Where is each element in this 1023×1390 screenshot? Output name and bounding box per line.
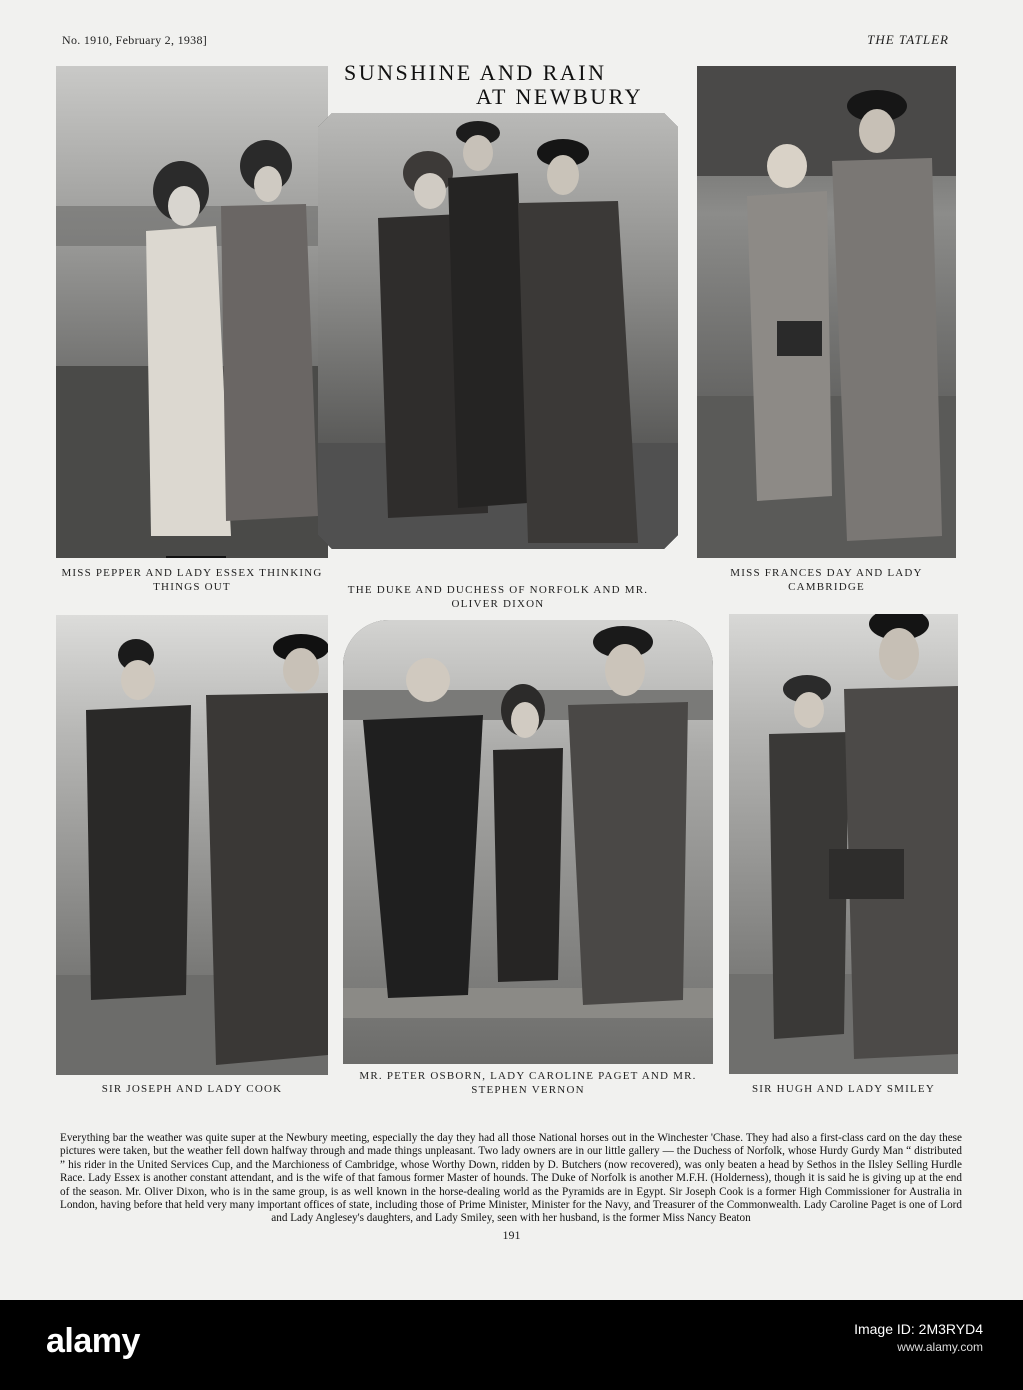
article-body-text: Everything bar the weather was quite super at the Newbury meeting, especially the day they had all those National horses out in the Winchester 'Chase. They had also a first-class card on the day these pictures were taken, but the weather fell down halfway through and made things unpleasant. Two lady owners are in our little gallery — the Duchess of Norfolk, whose Hurdy Gurdy Man “ distributed ” his rider in the United Services Cup, and the Marchioness of Cambridge, whose Worthy Down, ridden by D. Butchers (now recovered), was only beaten a head by Sethos in the Ilsley Selling Hurdle Race. Lady Essex is another constant attendant, and is the wife of that famous former Master of hounds. The Duke of Norfolk is another M.F.H. (Holderness), though it is said he is giving up at the end of the season. Mr. Oliver Dixon, who is in the same group, is as well known in the horse-dealing world as the Pyramids are in Egypt. Sir Joseph Cook is a former High Commissioner for Australia in London, having before that held very many important offices of state, including those of Prime Minister, Minister for the Navy, and Treasurer of the Commonwealth. Lady Caroline Paget is one of Lord and Lady Anglesey's daughters, and Lady Smiley, seen with her husband, is the former Miss Nancy Beaton: [60, 1132, 962, 1225]
site-url: www.alamy.com: [897, 1340, 983, 1354]
photo-osborn-paget-vernon: [343, 620, 713, 1064]
stock-watermark-bar: [0, 1300, 1023, 1390]
photo-pepper-essex: [56, 66, 328, 558]
alamy-logo: alamy: [46, 1322, 140, 1360]
photo-caption: MISS FRANCES DAY AND LADY CAMBRIDGE: [730, 567, 923, 593]
photo-joseph-cook: [56, 615, 328, 1075]
photo-caption: THE DUKE AND DUCHESS OF NORFOLK AND MR. OLIVER DIXON: [347, 584, 649, 610]
photo-caption: SIR HUGH AND LADY SMILEY: [751, 1083, 935, 1095]
photo-norfolk-dixon: [318, 113, 678, 549]
issue-info: No. 1910, February 2, 1938]: [62, 33, 208, 47]
publication-name: THE TATLER: [867, 32, 949, 47]
photo-day-cambridge: [697, 66, 956, 558]
page-title-line-1: SUNSHINE AND RAIN: [344, 60, 607, 85]
photo-caption: SIR JOSEPH AND LADY COOK: [101, 1083, 283, 1095]
footer-info: [854, 1320, 983, 1356]
page-number: 191: [502, 1228, 521, 1242]
photo-hugh-smiley: [729, 614, 958, 1074]
image-id-label: Image ID: 2M3RYD4: [854, 1321, 983, 1337]
photo-caption: MISS PEPPER AND LADY ESSEX THINKING THINGS OUT: [61, 567, 323, 593]
page-title-line-2: AT NEWBURY: [476, 84, 643, 109]
photo-caption: MR. PETER OSBORN, LADY CAROLINE PAGET AND MR. STEPHEN VERNON: [359, 1070, 697, 1096]
